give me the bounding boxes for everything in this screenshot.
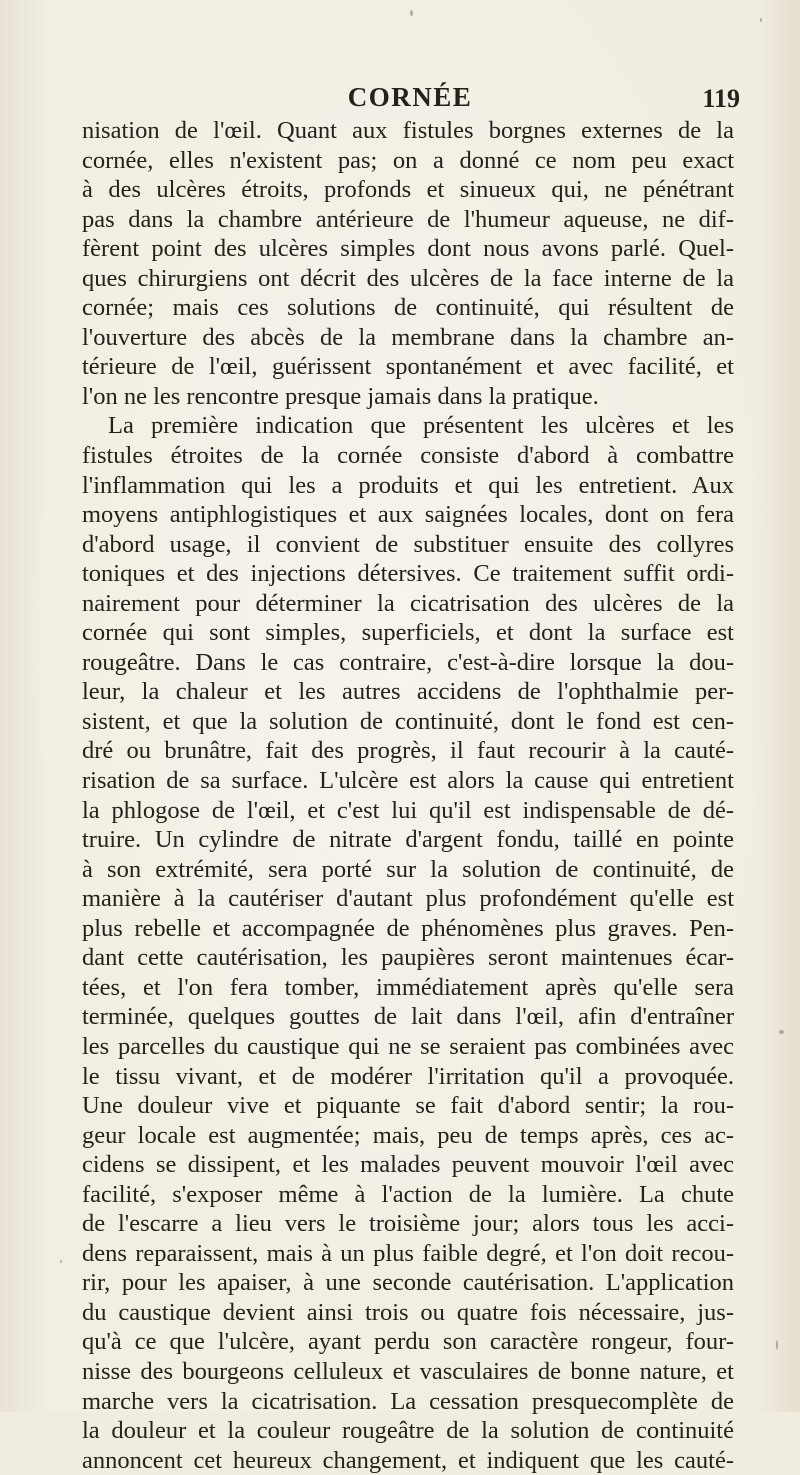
text-line: facilité, s'exposer même à l'action de la lumière. La chute xyxy=(82,1180,734,1208)
paper-speck xyxy=(410,10,413,16)
text-line: à son extrémité, sera porté sur la solution de continuité, de xyxy=(82,855,734,883)
text-line: de l'escarre a lieu vers le troisième jour; alors tous les acci- xyxy=(82,1210,734,1238)
text-line: l'ouverture des abcès de la membrane dans la chambre an- xyxy=(82,323,734,351)
text-line: dré ou brunâtre, fait des progrès, il faut recourir à la cauté- xyxy=(82,737,734,765)
page-number: 119 xyxy=(702,84,740,113)
text-line: plus rebelle et accompagnée de phénomènes plus graves. Pen- xyxy=(82,914,734,942)
text-line: l'on ne les rencontre presque jamais dans la pratique. xyxy=(82,382,599,410)
text-line: leur, la chaleur et les autres accidens de l'ophthalmie per- xyxy=(82,678,734,706)
text-line: nisse des bourgeons celluleux et vasculaires de bonne nature, et xyxy=(82,1357,734,1385)
text-line: sistent, et que la solution de continuité, dont le fond est cen- xyxy=(82,707,734,735)
text-line: à des ulcères étroits, profonds et sinueux qui, ne pénétrant xyxy=(82,176,734,204)
text-line: truire. Un cylindre de nitrate d'argent fondu, taillé en pointe xyxy=(82,826,734,854)
text-line: pas dans la chambre antérieure de l'humeur aqueuse, ne dif- xyxy=(82,205,734,233)
text-line: terminée, quelques gouttes de lait dans l'œil, afin d'entraîner xyxy=(82,1003,734,1031)
text-line: fèrent point des ulcères simples dont nous avons parlé. Quel- xyxy=(82,235,734,263)
text-line: la douleur et la couleur rougeâtre de la solution de continuité xyxy=(82,1417,734,1445)
text-line: d'abord usage, il convient de substituer ensuite des collyres xyxy=(82,530,734,558)
text-line: rir, pour les apaiser, à une seconde cautérisation. L'application xyxy=(82,1269,734,1297)
paper-speck xyxy=(60,1260,62,1263)
paper-speck xyxy=(776,1340,778,1350)
paper-speck xyxy=(760,18,762,22)
running-title: CORNÉE xyxy=(347,82,473,112)
body-text xyxy=(82,116,734,1475)
text-line: geur locale est augmentée; mais, peu de temps après, ces ac- xyxy=(82,1121,734,1149)
text-line: dant cette cautérisation, les paupières seront maintenues écar- xyxy=(82,944,734,972)
text-line: nairement pour déterminer la cicatrisation des ulcères de la xyxy=(82,589,734,617)
text-line: toniques et des injections détersives. Ce traitement suffit ordi- xyxy=(82,560,734,588)
text-line: cornée; mais ces solutions de continuité, qui résultent de xyxy=(82,294,734,322)
text-line: du caustique devient ainsi trois ou quatre fois nécessaire, jus- xyxy=(82,1298,734,1326)
text-line: risation de sa surface. L'ulcère est alors la cause qui entretient xyxy=(82,767,734,795)
text-line: tées, et l'on fera tomber, immédiatement après qu'elle sera xyxy=(82,973,734,1001)
page-header xyxy=(80,80,740,120)
text-line: annoncent cet heureux changement, et indiquent que les cauté- xyxy=(82,1446,734,1474)
text-line: térieure de l'œil, guérissent spontanément et avec facilité, et xyxy=(82,353,734,381)
text-line: cornée, elles n'existent pas; on a donné ce nom peu exact xyxy=(82,146,734,174)
text-line: ques chirurgiens ont décrit des ulcères de la face interne de la xyxy=(82,264,734,292)
text-line: la phlogose de l'œil, et c'est lui qu'il est indispensable de dé- xyxy=(82,796,734,824)
text-line: les parcelles du caustique qui ne se seraient pas combinées avec xyxy=(82,1032,734,1060)
text-line: marche vers la cicatrisation. La cessation presquecomplète de xyxy=(82,1387,734,1415)
text-line: le tissu vivant, et de modérer l'irritation qu'il a provoquée. xyxy=(82,1062,734,1090)
text-line: cornée qui sont simples, superficiels, et dont la surface est xyxy=(82,619,734,647)
text-line: cidens se dissipent, et les malades peuvent mouvoir l'œil avec xyxy=(82,1151,734,1179)
text-line: dens reparaissent, mais à un plus faible degré, et l'on doit recou- xyxy=(82,1239,734,1267)
text-line: qu'à ce que l'ulcère, ayant perdu son caractère rongeur, four- xyxy=(82,1328,734,1356)
text-line: l'inflammation qui les a produits et qui les entretient. Aux xyxy=(82,471,734,499)
text-line: fistules étroites de la cornée consiste d'abord à combattre xyxy=(82,442,734,470)
paper-speck xyxy=(779,1030,784,1034)
text-line: Une douleur vive et piquante se fait d'abord sentir; la rou- xyxy=(82,1092,734,1120)
text-line: nisation de l'œil. Quant aux fistules borgnes externes de la xyxy=(82,117,734,144)
text-line: manière à la cautériser d'autant plus profondément qu'elle est xyxy=(82,885,734,913)
text-line: La première indication que présentent les ulcères et les xyxy=(108,412,734,440)
text-line: rougeâtre. Dans le cas contraire, c'est-à-dire lorsque la dou- xyxy=(82,648,734,676)
text-line: moyens antiphlogistiques et aux saignées locales, dont on fera xyxy=(82,501,734,529)
